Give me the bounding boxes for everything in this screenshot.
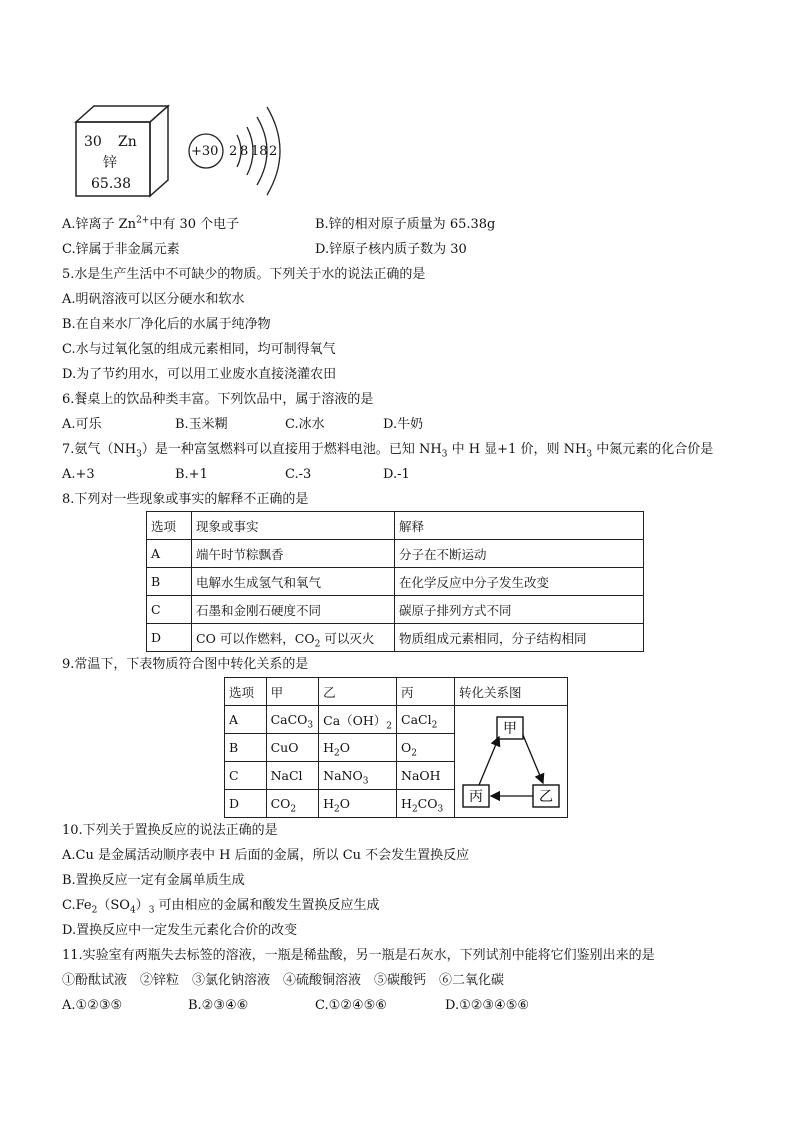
q10-option-d: D.置换反应中一定发生元素化合价的改变 [62, 923, 298, 938]
header-diagram: 转化关系图 [454, 678, 567, 706]
q11-option-d: D.①②③④⑤⑥ [445, 998, 530, 1013]
diagram-node-bing: 丙 [468, 788, 483, 805]
cell-explanation: 在化学反应中分子发生改变 [395, 568, 644, 596]
element-mass: 65.38 [91, 176, 132, 192]
cell-jia: NaCl [266, 762, 319, 790]
header-explanation: 解释 [395, 512, 644, 540]
cell-bing: $H_2CO_3$ [397, 790, 455, 818]
table-row [147, 540, 644, 568]
cell-option: B [147, 568, 192, 596]
cell-jia: $CO_2$ [266, 790, 319, 818]
header-option: 选项 [225, 678, 267, 706]
header-option: 选项 [147, 512, 192, 540]
q10-option-a: A.Cu 是金属活动顺序表中 H 后面的金属，所以 Cu 不会发生置换反应 [62, 848, 470, 863]
cell-yi: NaNO$_3$ [319, 762, 397, 790]
table-row [147, 596, 644, 624]
shell-3-count: 18 [251, 144, 268, 159]
cell-phenomenon: 电解水生成氢气和氧气 [192, 568, 395, 596]
cell-option: D [147, 624, 192, 652]
cell-yi: $H_2O$ [319, 734, 397, 762]
header-yi: 乙 [319, 678, 397, 706]
table-header-row [225, 678, 568, 706]
q7-option-c: C.-3 [285, 467, 312, 482]
q4-option-c: C.锌属于非金属元素 [62, 242, 180, 257]
q10-option-b: B.置换反应一定有金属单质生成 [62, 873, 245, 888]
q6-option-c: C.冰水 [285, 417, 325, 432]
header-jia: 甲 [266, 678, 319, 706]
q5-stem: 5.水是生产生活中不可缺少的物质。下列关于水的说法正确的是 [62, 267, 426, 282]
cell-option: A [225, 706, 267, 734]
q8-table [146, 511, 644, 652]
q7-option-a: A.+3 [62, 467, 95, 482]
q7-option-d: D.-1 [383, 467, 410, 482]
q11-option-c: C.①②④⑤⑥ [315, 998, 387, 1013]
q5-option-c: C.水与过氧化氢的组成元素相同，均可制得氧气 [62, 342, 336, 357]
cell-jia: CaCO$_3$ [266, 706, 319, 734]
q11-option-b: B.②③④⑥ [188, 998, 249, 1013]
q5-option-d: D.为了节约用水，可以用工业废水直接浇灌农田 [62, 367, 337, 382]
cell-option: D [225, 790, 267, 818]
q6-stem: 6.餐桌上的饮品种类丰富。下列饮品中，属于溶液的是 [62, 392, 374, 407]
q4-option-d: D.锌原子核内质子数为 30 [315, 242, 467, 257]
cell-explanation: 碳原子排列方式不同 [395, 596, 644, 624]
table-row [225, 706, 568, 734]
q10-option-c: $C.Fe_2(SO_4)_3$ 可由相应的金属和酸发生置换反应生成 [62, 898, 380, 916]
cell-diagram [454, 706, 567, 818]
shell-4-count: 2 [269, 144, 278, 159]
header-bing: 丙 [397, 678, 455, 706]
q7-stem: 7.氨气$(NH_3)$是一种富氢燃料可以直接用于燃料电池。已知 $NH_3$ 中 H 显+1 价，则 $NH_3$ 中氮元素的化合价是 [62, 442, 714, 460]
transformation-diagram [455, 707, 567, 817]
cell-yi: $H_2O$ [319, 790, 397, 818]
element-number: 30 [84, 134, 102, 150]
nucleus-charge: +30 [191, 144, 219, 159]
q11-reagents: ①酚酞试液 ②锌粒 ③氯化钠溶液 ④硫酸铜溶液 ⑤碳酸钙 ⑥二氧化碳 [62, 973, 505, 988]
q9-table [224, 677, 568, 818]
cell-phenomenon: 石墨和金刚石硬度不同 [192, 596, 395, 624]
diagram-node-jia: 甲 [502, 720, 517, 737]
q6-option-b: B.玉米糊 [175, 417, 228, 432]
q8-stem: 8.下列对一些现象或事实的解释不正确的是 [62, 492, 309, 507]
q6-option-d: D.牛奶 [383, 417, 424, 432]
cell-explanation: 分子在不断运动 [395, 540, 644, 568]
q11-option-a: A.①②③⑤ [62, 998, 123, 1013]
cell-option: B [225, 734, 267, 762]
table-header-row [147, 512, 644, 540]
cell-option: C [147, 596, 192, 624]
q6-option-a: A.可乐 [62, 417, 102, 432]
q10-stem: 10.下列关于置换反应的说法正确的是 [62, 823, 278, 838]
cell-explanation: 物质组成元素相同，分子结构相同 [395, 624, 644, 652]
header-phenomenon: 现象或事实 [192, 512, 395, 540]
q4-option-a: A.锌离子 $Zn^{2+}$中有 30 个电子 [62, 215, 240, 232]
table-row [147, 624, 644, 652]
element-symbol: Zn [118, 134, 137, 150]
q9-stem: 9.常温下，下表物质符合图中转化关系的是 [62, 657, 309, 672]
cell-option: A [147, 540, 192, 568]
cell-phenomenon: CO 可以作燃料，$CO_2$ 可以灭火 [192, 624, 395, 652]
cell-jia: CuO [266, 734, 319, 762]
q5-option-b: B.在自来水厂净化后的水属于纯净物 [62, 317, 271, 332]
cell-bing: NaOH [397, 762, 455, 790]
cell-bing: $O_2$ [397, 734, 455, 762]
q11-stem: 11.实验室有两瓶失去标签的溶液，一瓶是稀盐酸，另一瓶是石灰水，下列试剂中能将它们鉴别出来的是 [62, 948, 655, 963]
shell-1-count: 2 [229, 144, 238, 159]
cell-option: C [225, 762, 267, 790]
cell-yi: $Ca(OH)_2$ [319, 706, 397, 734]
q7-option-b: B.+1 [175, 467, 208, 482]
element-name: 锌 [103, 155, 117, 171]
cell-bing: CaCl$_2$ [397, 706, 455, 734]
table-row [147, 568, 644, 596]
shell-2-count: 8 [240, 144, 249, 159]
q4-option-b: B.锌的相对原子质量为 65.38g [315, 217, 496, 232]
q5-option-a: A.明矾溶液可以区分硬水和软水 [62, 292, 245, 307]
cell-phenomenon: 端午时节粽飘香 [192, 540, 395, 568]
diagram-node-yi: 乙 [538, 788, 553, 805]
